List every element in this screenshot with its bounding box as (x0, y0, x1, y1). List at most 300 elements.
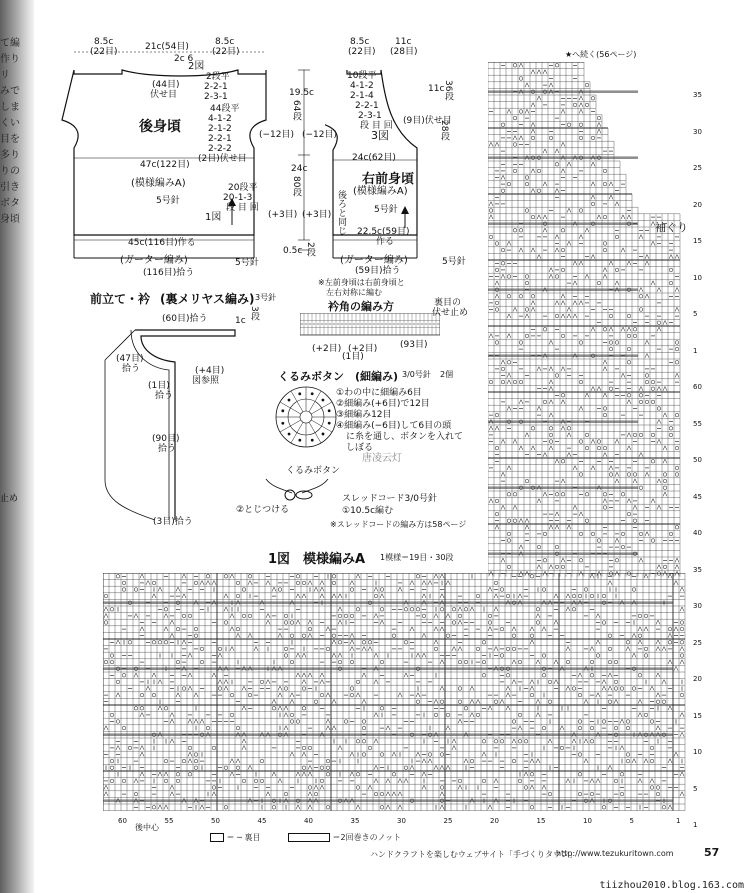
yarn-over-symbol (224, 621, 228, 625)
decrease-symbol (314, 587, 318, 591)
decrease-symbol (537, 565, 541, 569)
decrease-symbol (242, 686, 246, 690)
decrease-symbol (284, 706, 288, 710)
decrease-symbol (176, 587, 180, 591)
yarn-over-symbol (669, 532, 673, 536)
back-bind-center: (44目) (152, 80, 180, 90)
yarn-over-symbol (603, 248, 607, 252)
yarn-over-symbol (296, 720, 300, 724)
chart-axis-label: 1 (676, 817, 681, 825)
yarn-over-symbol (476, 647, 480, 651)
yarn-over-symbol (579, 380, 583, 384)
decrease-symbol (398, 587, 402, 591)
chart-row-number: 35 (693, 91, 702, 99)
decrease-symbol (675, 373, 679, 377)
yarn-over-symbol (507, 275, 511, 279)
chart-right-continue: ★へ続く(56ページ) (565, 50, 637, 59)
yarn-over-symbol (495, 413, 499, 417)
decrease-symbol (531, 103, 535, 107)
decrease-symbol (627, 261, 631, 265)
knot-band (488, 288, 638, 291)
decrease-symbol (578, 673, 582, 677)
yarn-over-symbol (164, 641, 168, 645)
yarn-over-symbol (633, 433, 637, 437)
decrease-symbol (278, 706, 282, 710)
yarn-over-symbol (314, 700, 318, 704)
decrease-symbol (452, 647, 456, 651)
decrease-symbol (549, 525, 553, 529)
yarn-over-symbol (579, 136, 583, 140)
yarn-over-symbol (621, 545, 625, 549)
decrease-symbol (608, 581, 612, 585)
yarn-over-symbol (669, 433, 673, 437)
yarn-over-symbol (609, 347, 613, 351)
collar-needle: 3号針 (255, 293, 277, 302)
decrease-symbol (566, 594, 570, 598)
yarn-over-symbol (651, 400, 655, 404)
decrease-symbol (116, 693, 120, 697)
decrease-symbol (644, 627, 648, 631)
gutter-line: しま (0, 102, 20, 113)
yarn-over-symbol (675, 473, 679, 477)
chart-right-sleeve: 袖ぐり (655, 221, 688, 234)
yarn-over-symbol (555, 314, 559, 318)
decrease-symbol (134, 673, 138, 677)
yarn-over-symbol (525, 308, 529, 312)
decrease-symbol (332, 653, 336, 657)
yarn-over-symbol (675, 341, 679, 345)
decrease-symbol (573, 301, 577, 305)
decrease-symbol (296, 673, 300, 677)
yarn-over-symbol (248, 693, 252, 697)
decrease-symbol (488, 587, 492, 591)
yarn-over-symbol (326, 806, 330, 810)
yarn-over-symbol (561, 394, 565, 398)
decrease-symbol (663, 446, 667, 450)
decrease-symbol (224, 680, 228, 684)
decrease-symbol (266, 792, 270, 796)
yarn-over-symbol (182, 687, 186, 691)
yarn-over-symbol (254, 779, 258, 783)
yarn-over-symbol (380, 707, 384, 711)
decrease-symbol (609, 195, 613, 199)
yarn-over-symbol (338, 641, 342, 645)
yarn-over-symbol (495, 242, 499, 246)
decrease-symbol (338, 746, 342, 750)
decrease-symbol (489, 142, 493, 146)
yarn-over-symbol (374, 792, 378, 796)
chart-row-number: 25 (693, 638, 702, 647)
chart-row-number: 55 (693, 419, 702, 428)
yarn-over-symbol (164, 759, 168, 763)
back-hem-width: 45c(116目)作る (128, 238, 196, 248)
decrease-symbol (458, 620, 462, 624)
yarn-over-symbol (501, 262, 505, 266)
yarn-over-symbol (603, 407, 607, 411)
yarn-over-symbol (507, 493, 511, 497)
decrease-symbol (224, 686, 228, 690)
yarn-over-symbol (110, 654, 114, 658)
decrease-symbol (674, 581, 678, 585)
right-front-dim-left-sts: (22目) (348, 47, 376, 57)
decrease-symbol (501, 274, 505, 278)
decrease-symbol (116, 746, 120, 750)
decrease-symbol (302, 772, 306, 776)
yarn-over-symbol (314, 792, 318, 796)
decrease-symbol (512, 680, 516, 684)
knot-band (488, 486, 638, 489)
decrease-symbol (296, 653, 300, 657)
yarn-over-symbol (194, 753, 198, 757)
decrease-symbol (188, 719, 192, 723)
decrease-symbol (549, 413, 553, 417)
yarn-over-symbol (638, 614, 642, 618)
decrease-symbol (470, 699, 474, 703)
decrease-symbol (212, 673, 216, 677)
yarn-over-symbol (296, 581, 300, 585)
decrease-symbol (596, 614, 600, 618)
collar-schematic (95, 310, 245, 520)
decrease-symbol (434, 574, 438, 578)
decrease-symbol (248, 581, 252, 585)
decrease-symbol (536, 713, 540, 717)
yarn-over-symbol (500, 740, 504, 744)
yarn-over-symbol (302, 581, 306, 585)
decrease-symbol (188, 686, 192, 690)
decrease-symbol (422, 594, 426, 598)
decrease-symbol (386, 726, 390, 730)
decrease-symbol (603, 499, 607, 503)
yarn-over-symbol (236, 766, 240, 770)
yarn-over-symbol (543, 559, 547, 563)
yarn-over-symbol (519, 110, 523, 114)
yarn-over-symbol (356, 680, 360, 684)
yarn-over-symbol (639, 295, 643, 299)
yarn-over-symbol (164, 608, 168, 612)
yarn-over-symbol (284, 614, 288, 618)
back-neck-row-1: 2段平 (206, 72, 230, 82)
yarn-over-symbol (680, 641, 684, 645)
yarn-over-symbol (110, 608, 114, 612)
decrease-symbol (507, 466, 511, 470)
yarn-over-symbol (332, 581, 336, 585)
decrease-symbol (650, 686, 654, 690)
chart-axis-label: 45 (257, 817, 267, 825)
decrease-symbol (170, 785, 174, 789)
decrease-symbol (536, 614, 540, 618)
yarn-over-symbol (555, 493, 559, 497)
yarn-over-symbol (578, 594, 582, 598)
decrease-symbol (320, 785, 324, 789)
yarn-over-symbol (476, 594, 480, 598)
gutter-line: くい (0, 118, 20, 129)
decrease-symbol (657, 387, 661, 391)
chart-row-number: 35 (693, 565, 702, 574)
yarn-over-symbol (662, 806, 666, 810)
decrease-symbol (615, 281, 619, 285)
yarn-over-symbol (350, 614, 354, 618)
gutter-bottom-text: 止め (0, 494, 19, 504)
decrease-symbol (632, 633, 636, 637)
yarn-over-symbol (495, 268, 499, 272)
decrease-symbol (302, 752, 306, 756)
decrease-symbol (350, 633, 354, 637)
decrease-symbol (561, 479, 565, 483)
yarn-over-symbol (440, 786, 444, 790)
decrease-symbol (549, 268, 553, 272)
decrease-symbol (458, 785, 462, 789)
yarn-over-symbol (603, 169, 607, 173)
yarn-over-symbol (272, 806, 276, 810)
yarn-over-symbol (194, 627, 198, 631)
yarn-over-symbol (603, 413, 607, 417)
decrease-symbol (603, 453, 607, 457)
yarn-over-symbol (164, 779, 168, 783)
decrease-symbol (104, 792, 108, 796)
right-front-neck-row-3: 2-1-4 (350, 91, 374, 101)
decrease-symbol (446, 581, 450, 585)
yarn-over-symbol (590, 660, 594, 664)
decrease-symbol (537, 255, 541, 259)
decrease-symbol (362, 699, 366, 703)
height-195: 19.5c (289, 88, 314, 98)
decrease-symbol (537, 70, 541, 74)
right-front-width-225: 22.5c(59目) (357, 227, 410, 237)
decrease-symbol (555, 248, 559, 252)
chart-row-number: 5 (693, 784, 698, 793)
decrease-symbol (308, 581, 312, 585)
yarn-over-symbol (290, 634, 294, 638)
decrease-symbol (596, 640, 600, 644)
back-fig-ref: 2図 (188, 61, 205, 72)
yarn-over-symbol (482, 660, 486, 664)
decrease-symbol (675, 571, 679, 575)
decrease-symbol (350, 752, 354, 756)
decrease-symbol (278, 633, 282, 637)
legend-purl (210, 832, 260, 843)
decrease-symbol (675, 255, 679, 259)
decrease-symbol (507, 334, 511, 338)
back-armhole-row-2: 4-1-2 (208, 114, 232, 124)
yarn-over-symbol (194, 634, 198, 638)
yarn-over-symbol (549, 427, 553, 431)
yarn-over-symbol (591, 97, 595, 101)
decrease-symbol (597, 129, 601, 133)
yarn-over-symbol (609, 387, 613, 391)
opposite-page-text (0, 36, 24, 228)
decrease-symbol (308, 805, 312, 809)
yarn-over-symbol (627, 314, 631, 318)
yarn-over-symbol (501, 123, 505, 127)
decrease-symbol (603, 367, 607, 371)
decrease-symbol (513, 505, 517, 509)
yarn-over-symbol (590, 740, 594, 744)
decrease-symbol (164, 805, 168, 809)
yarn-over-symbol (302, 634, 306, 638)
yarn-over-symbol (495, 301, 499, 305)
decrease-symbol (338, 607, 342, 611)
yarn-over-symbol (152, 693, 156, 697)
yarn-over-symbol (572, 608, 576, 612)
yarn-over-symbol (152, 806, 156, 810)
yarn-over-symbol (627, 572, 631, 576)
chart-axis-label: 5 (629, 817, 634, 825)
yarn-over-symbol (561, 334, 565, 338)
decrease-symbol (513, 439, 517, 443)
decrease-symbol (668, 660, 672, 664)
decrease-symbol (561, 400, 565, 404)
yarn-over-symbol (530, 773, 534, 777)
decrease-symbol (422, 772, 426, 776)
yarn-over-symbol (380, 792, 384, 796)
decrease-symbol (440, 574, 444, 578)
decrease-symbol (584, 699, 588, 703)
decrease-symbol (470, 607, 474, 611)
yarn-over-symbol (573, 103, 577, 107)
yarn-over-symbol (585, 433, 589, 437)
yarn-over-symbol (621, 532, 625, 536)
yarn-over-symbol (392, 634, 396, 638)
yarn-over-symbol (548, 792, 552, 796)
decrease-symbol (296, 620, 300, 624)
decrease-symbol (680, 660, 684, 664)
yarn-over-symbol (482, 641, 486, 645)
yarn-over-symbol (134, 588, 138, 592)
decrease-symbol (416, 653, 420, 657)
yarn-over-symbol (434, 713, 438, 717)
decrease-symbol (194, 719, 198, 723)
yarn-over-symbol (585, 519, 589, 523)
yarn-over-symbol (609, 572, 613, 576)
decrease-symbol (170, 620, 174, 624)
yarn-over-symbol (482, 779, 486, 783)
decrease-symbol (555, 235, 559, 239)
yarn-over-symbol (531, 215, 535, 219)
decrease-symbol (158, 772, 162, 776)
yarn-over-symbol (651, 433, 655, 437)
yarn-over-symbol (675, 466, 679, 470)
decrease-symbol (537, 215, 541, 219)
yarn-over-symbol (614, 680, 618, 684)
yarn-over-symbol (572, 687, 576, 691)
decrease-symbol (638, 627, 642, 631)
button-count: 2個 (440, 370, 454, 379)
right-front-inc-left: (+3目) (268, 210, 298, 220)
decrease-symbol (615, 538, 619, 542)
yarn-over-symbol (560, 746, 564, 750)
footer-url[interactable]: http://www.tezukuritown.com (556, 849, 674, 858)
decrease-symbol (525, 525, 529, 529)
decrease-symbol (537, 367, 541, 371)
yarn-over-symbol (542, 726, 546, 730)
decrease-symbol (621, 215, 625, 219)
back-fig-ref-pre: 2c 6 (174, 54, 194, 64)
yarn-over-symbol (627, 361, 631, 365)
decrease-symbol (236, 759, 240, 763)
right-front-garter: (ガーター編み) (340, 255, 408, 266)
decrease-symbol (350, 581, 354, 585)
yarn-over-symbol (104, 660, 108, 664)
height-24: 24c (291, 164, 308, 174)
right-front-pickup: (59目)拾う (355, 266, 401, 276)
yarn-over-symbol (404, 608, 408, 612)
decrease-symbol (663, 492, 667, 496)
yarn-over-symbol (452, 608, 456, 612)
decrease-symbol (362, 673, 366, 677)
yarn-over-symbol (561, 229, 565, 233)
decrease-symbol (626, 647, 630, 651)
decrease-symbol (632, 653, 636, 657)
decrease-symbol (374, 765, 378, 769)
decrease-symbol (152, 594, 156, 598)
decrease-symbol (212, 792, 216, 796)
decrease-symbol (530, 640, 534, 644)
decrease-symbol (386, 779, 390, 783)
decrease-symbol (567, 208, 571, 212)
decrease-symbol (284, 726, 288, 730)
decrease-symbol (530, 627, 534, 631)
yarn-over-symbol (675, 446, 679, 450)
decrease-symbol (290, 699, 294, 703)
decrease-symbol (609, 466, 613, 470)
back-neck-row-3: 2-3-1 (204, 92, 228, 102)
decrease-symbol (537, 96, 541, 100)
yarn-over-symbol (627, 334, 631, 338)
decrease-symbol (374, 739, 378, 743)
decrease-symbol (332, 640, 336, 644)
yarn-over-symbol (531, 427, 535, 431)
yarn-over-symbol (555, 275, 559, 279)
decrease-symbol (326, 627, 330, 631)
chart-row-number: 25 (693, 164, 702, 172)
yarn-over-symbol (597, 446, 601, 450)
decrease-symbol (519, 571, 523, 575)
yarn-over-symbol (675, 526, 679, 530)
yarn-over-symbol (609, 314, 613, 318)
yarn-over-symbol (513, 64, 517, 68)
back-armhole-row-4: 2-2-1 (208, 134, 232, 144)
decrease-symbol (597, 571, 601, 575)
yarn-over-symbol (614, 687, 618, 691)
yarn-over-symbol (626, 720, 630, 724)
yarn-over-symbol (530, 806, 534, 810)
collar-right-dim-rows: 3段 (249, 306, 259, 321)
decrease-symbol (230, 627, 234, 631)
yarn-over-symbol (578, 753, 582, 757)
decrease-symbol (200, 719, 204, 723)
decrease-symbol (554, 680, 558, 684)
button-label: くるみボタン (286, 466, 341, 476)
decrease-symbol (501, 472, 505, 476)
yarn-over-symbol (609, 473, 613, 477)
yarn-over-symbol (134, 792, 138, 796)
decrease-symbol (668, 706, 672, 710)
decrease-symbol (392, 752, 396, 756)
yarn-over-symbol (603, 242, 607, 246)
decrease-symbol (638, 640, 642, 644)
decrease-symbol (164, 614, 168, 618)
yarn-over-symbol (260, 759, 264, 763)
decrease-symbol (507, 109, 511, 113)
yarn-over-symbol (537, 169, 541, 173)
decrease-symbol (434, 614, 438, 618)
decrease-symbol (386, 805, 390, 809)
decrease-symbol (669, 255, 673, 259)
yarn-over-symbol (302, 707, 306, 711)
decrease-symbol (230, 574, 234, 578)
decrease-symbol (639, 288, 643, 292)
yarn-over-symbol (440, 608, 444, 612)
